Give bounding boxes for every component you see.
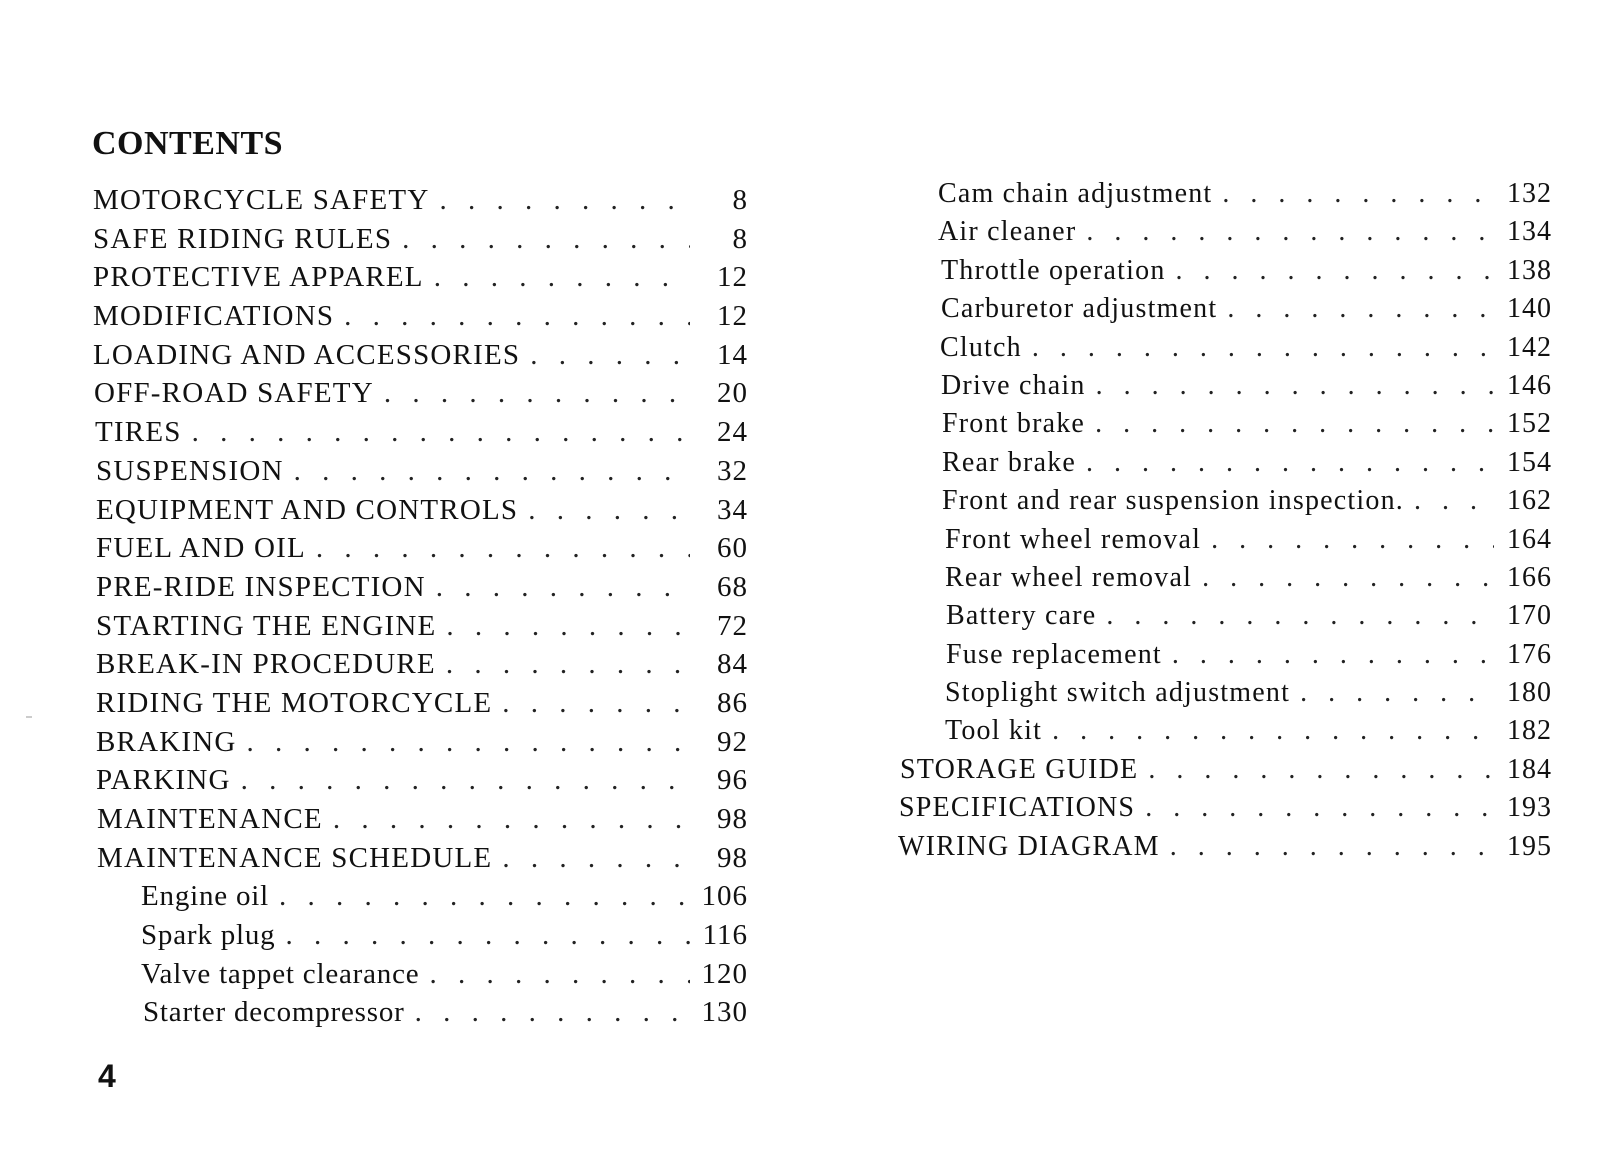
toc-entry-title: OFF-ROAD SAFETY [94,377,374,410]
toc-entry-page: 146 [1507,369,1552,401]
toc-entry [93,648,748,687]
dot-leader [436,571,690,604]
toc-entry [898,447,1552,485]
toc-entry-title: SUSPENSION [96,454,284,487]
toc-entry-page: 92 [717,725,748,758]
toc-entry [93,416,748,455]
toc-entry-title: STORAGE GUIDE [900,753,1139,785]
toc-entry [93,687,748,726]
toc-entry-title: Front wheel removal [945,523,1202,555]
dot-leader [1086,447,1494,479]
toc-entry-page: 86 [717,686,748,719]
toc-entry [93,261,748,300]
toc-entry-title: STARTING THE ENGINE [96,609,437,642]
toc-entry-page: 8 [732,184,748,216]
toc-entry [93,803,748,842]
toc-entry-page: 116 [702,919,748,952]
toc-left-column [93,184,748,1035]
toc-entry [93,880,748,919]
toc-entry [93,919,748,958]
toc-entry-page: 120 [701,957,748,990]
dot-leader [1202,562,1494,594]
dot-leader [415,996,690,1029]
toc-entry-title: BRAKING [96,725,237,758]
toc-entry-title: Fuse replacement [946,638,1162,670]
dot-leader [502,842,690,875]
toc-entry-page: 96 [717,764,748,797]
dot-leader [1172,639,1494,671]
dot-leader [1032,332,1494,364]
toc-entry-page: 154 [1507,446,1552,478]
toc-right-column [898,178,1552,869]
toc-entry-page: 182 [1507,715,1552,747]
toc-entry-title: Front brake [942,408,1086,440]
toc-entry-page: 68 [717,570,748,603]
toc-entry-title: WIRING DIAGRAM [898,830,1160,862]
dot-leader [241,764,690,797]
toc-entry [898,524,1552,562]
dot-leader [446,610,690,643]
toc-entry-page: 142 [1507,331,1552,363]
dot-leader [446,648,690,681]
toc-entry [93,764,748,803]
dot-leader [402,223,690,256]
toc-entry-page: 164 [1507,523,1552,555]
toc-entry [93,223,748,262]
toc-entry-page: 72 [717,609,748,642]
dot-leader [429,958,690,991]
toc-entry-page: 180 [1507,677,1552,709]
dot-leader [1095,408,1494,440]
toc-entry [93,455,748,494]
dot-leader [1096,370,1494,402]
toc-entry-title: MAINTENANCE [97,803,323,835]
dot-leader [1176,255,1494,287]
toc-entry-page: 8 [732,222,748,255]
toc-entry [898,715,1552,753]
toc-entry-title: PRE-RIDE INSPECTION [96,570,426,603]
dot-leader [384,377,690,410]
dot-leader [247,726,690,759]
toc-entry [898,178,1552,216]
toc-entry-page: 130 [701,996,748,1029]
dot-leader [1222,178,1494,210]
dot-leader [434,261,690,294]
toc-entry-title: LOADING AND ACCESSORIES [93,338,521,371]
toc-entry [898,639,1552,677]
dot-leader [333,803,690,836]
toc-entry-title: MODIFICATIONS [93,300,335,333]
toc-entry-page: 106 [701,880,748,913]
toc-entry-title: EQUIPMENT AND CONTROLS [96,493,519,526]
toc-entry-title: SPECIFICATIONS [899,792,1136,824]
toc-entry-page: 176 [1507,638,1552,670]
toc-entry [898,216,1552,254]
toc-entry-page: 84 [717,648,748,681]
toc-entry-title: Front and rear suspension inspection. [942,485,1404,517]
toc-entry [93,339,748,378]
page-number: 4 [98,1058,116,1094]
toc-entry-page: 132 [1507,178,1552,209]
toc-entry [93,610,748,649]
dot-leader [502,687,690,720]
toc-entry [898,408,1552,446]
dot-leader [1145,792,1494,824]
toc-entry [898,332,1552,370]
toc-entry-title: Air cleaner [938,216,1077,248]
toc-entry [898,562,1552,600]
toc-entry-page: 98 [717,803,748,835]
dot-leader [1227,293,1494,325]
dot-leader [528,494,690,527]
toc-entry-page: 138 [1507,254,1552,286]
dot-leader [1106,600,1494,632]
toc-entry-title: Valve tappet clearance [141,957,420,990]
dot-leader [1086,216,1494,248]
dot-leader [316,532,690,565]
toc-entry-title: TIRES [95,416,182,449]
toc-entry-page: 20 [717,377,748,410]
dot-leader [439,184,690,217]
toc-entry-page: 193 [1507,792,1552,824]
toc-entry-title: Rear wheel removal [945,561,1193,593]
dot-leader [1211,524,1494,556]
toc-entry [93,377,748,416]
toc-entry-title: RIDING THE MOTORCYCLE [96,686,493,719]
toc-entry [93,958,748,997]
toc-entry [93,726,748,765]
toc-entry-page: 14 [717,338,748,371]
toc-entry [93,996,748,1035]
toc-entry-page: 195 [1507,830,1552,862]
toc-entry [93,842,748,881]
toc-entry [898,370,1552,408]
toc-entry-page: 140 [1507,293,1552,325]
toc-entry-title: Tool kit [945,715,1043,747]
toc-entry-page: 32 [717,454,748,487]
toc-entry-title: MOTORCYCLE SAFETY [93,184,430,216]
scan-speck [26,716,32,718]
toc-entry-title: Clutch [940,331,1022,363]
toc-entry-page: 12 [717,261,748,294]
toc-entry [898,293,1552,331]
toc-entry [898,600,1552,638]
dot-leader [530,339,690,372]
toc-entry-page: 134 [1507,216,1552,248]
toc-entry-page: 12 [717,300,748,333]
toc-entry [898,485,1552,523]
toc-entry-title: PARKING [96,764,231,797]
toc-entry-page: 184 [1507,753,1552,785]
toc-entry-title: BREAK-IN PROCEDURE [96,648,436,681]
dot-leader [294,455,690,488]
toc-entry-title: Drive chain [941,369,1086,401]
toc-entry-page: 170 [1507,600,1552,632]
toc-entry-title: Stoplight switch adjustment [945,677,1291,709]
toc-entry-page: 162 [1507,485,1552,517]
dot-leader [1170,831,1494,863]
toc-entry-page: 24 [717,416,748,449]
toc-entry [898,754,1552,792]
dot-leader [344,300,690,333]
page-title: CONTENTS [92,124,284,162]
dot-leader [1300,677,1494,709]
toc-entry-page: 152 [1507,408,1552,440]
toc-entry-title: PROTECTIVE APPAREL [93,261,424,294]
toc-entry [898,677,1552,715]
toc-entry [93,184,748,223]
toc-entry [898,831,1552,869]
toc-entry-title: SAFE RIDING RULES [93,222,393,255]
toc-entry-title: Engine oil [141,880,270,913]
toc-entry-page: 34 [717,493,748,526]
toc-entry-title: Cam chain adjustment [938,178,1213,209]
dot-leader [279,880,690,913]
toc-entry [93,532,748,571]
toc-entry [93,300,748,339]
dot-leader [1148,754,1494,786]
toc-entry [93,571,748,610]
toc-entry-title: Battery care [946,600,1097,632]
toc-entry-page: 166 [1507,561,1552,593]
toc-entry-title: Spark plug [141,919,276,952]
toc-entry-title: FUEL AND OIL [96,532,306,565]
dot-leader [192,416,690,449]
toc-entry-title: MAINTENANCE SCHEDULE [97,841,493,874]
toc-entry-title: Rear brake [942,446,1077,478]
toc-entry-title: Carburetor adjustment [941,293,1218,325]
dot-leader [285,919,690,952]
dot-leader [1414,485,1494,517]
toc-entry-page: 60 [717,532,748,565]
dot-leader [1052,715,1494,747]
toc-entry-title: Starter decompressor [143,996,405,1029]
toc-entry-page: 98 [717,841,748,874]
toc-entry [898,255,1552,293]
toc-entry-title: Throttle operation [941,254,1166,286]
toc-entry [93,494,748,533]
toc-entry [898,792,1552,830]
